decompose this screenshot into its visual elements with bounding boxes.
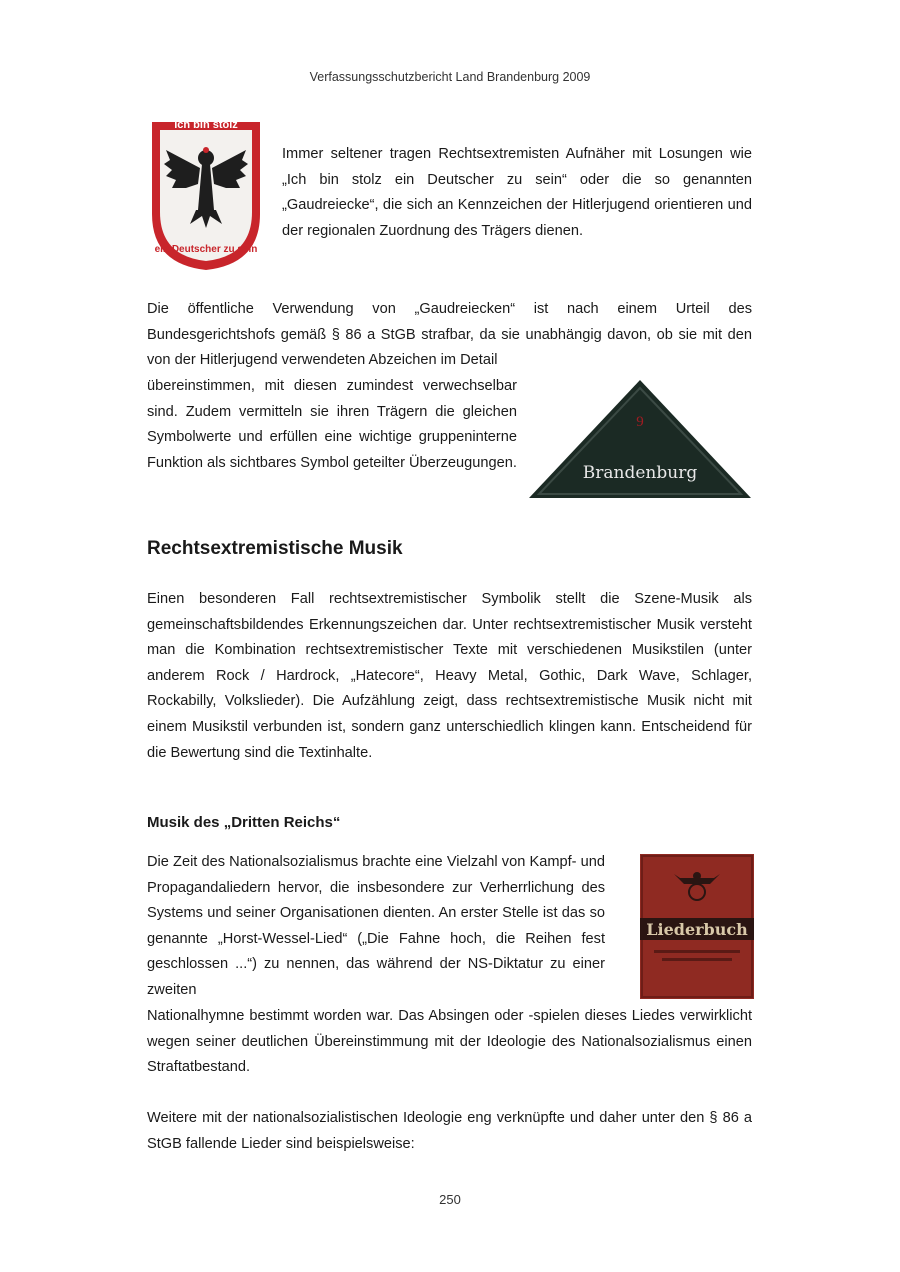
patch-text-top: Ich bin stolz <box>174 119 238 131</box>
gaudreieck-number: 9 <box>636 414 644 430</box>
paragraph-further-songs: Weitere mit der nationalsozialistischen Ideologie eng verknüpfte und daher unter den § 86 a StGB fallende Lieder sind beispielsweise: <box>147 1110 752 1152</box>
paragraph-patches: Immer seltener tragen Rechtsextremisten Aufnäher mit Losungen wie „Ich bin stolz ein Deutscher zu sein“ oder die so genannten „Gaudreiecke“, die sich an Kennzeichen der Hitlerjugend orientieren und der regionalen Zuordnung des Trägers dienen. <box>282 146 752 239</box>
subsection-heading: Musik des „Dritten Reichs“ <box>147 814 341 831</box>
songbook-title: Liederbuch <box>646 920 748 939</box>
gaudreieck-figure <box>527 378 753 500</box>
page-number: 250 <box>439 1192 461 1207</box>
paragraph-music: Einen besonderen Fall rechtsextremistischer Symbolik stellt die Szene-Musik als gemeinschaftsbildendes Erkennungszeichen dar. Unter rechtsextremistischer Musik versteht man die Kombination rechtsextremistischer Texte mit verschiedenen Musikstilen (unter anderem Rock / Hardrock, „Hatecore“, Heavy Metal, Gothic, Dark Wave, Schlager, Rockabilly, Volkslieder). Die Aufzählung zeigt, dass rechtsextremistische Musik nicht mit einem Musikstil verbunden ist, sondern ganz unterschiedlich klingen kann. Entscheidend für die Bewertung sind die Textinhalte. <box>147 591 752 761</box>
paragraph-gaudreiecke-continued: übereinstimmen, mit diesen zumindest verwechselbar sind. Zudem vermitteln sie ihren Trägern die gleichen Symbolwerte und erfüllen eine wichtige gruppeninterne Funktion als sichtbares Symbol geteilter Überzeugungen. <box>147 378 517 471</box>
running-header: Verfassungsschutzbericht Land Brandenburg 2009 <box>309 70 591 84</box>
paragraph-gaudreiecke: Die öffentliche Verwendung von „Gaudreiecken“ ist nach einem Urteil des Bundesgerichtshofs gemäß § 86 a StGB strafbar, da sie unabhängig davon, ob sie mit den von der Hitlerjugend verwendeten Abzeichen im Detail <box>147 301 752 369</box>
patch-figure <box>146 114 266 274</box>
paragraph-third-reich-music-continued: Nationalhymne bestimmt worden war. Das Absingen oder -spielen dieses Liedes verwirklicht wegen seiner deutlichen Übereinstimmung mit der Ideologie des Nationalsozialismus einen Straftatbestand. <box>147 1008 752 1076</box>
section-heading: Rechtsextremistische Musik <box>147 538 403 559</box>
paragraph-third-reich-music: Die Zeit des Nationalsozialismus brachte eine Vielzahl von Kampf- und Propagandaliedern hervor, die insbesondere zur Verherrlichung des Systems und seiner Organisationen dienten. An erster Stelle ist das so genannte „Horst-Wessel-Lied“ („Die Fahne hoch, die Reihen fest geschlossen ...“) zu nennen, das während der NS-Diktatur zu einer zweiten <box>147 854 605 998</box>
patch-text-bottom: ein Deutscher zu sein <box>154 244 258 255</box>
songbook-figure <box>640 854 754 999</box>
gaudreieck-text: Brandenburg <box>582 463 698 483</box>
